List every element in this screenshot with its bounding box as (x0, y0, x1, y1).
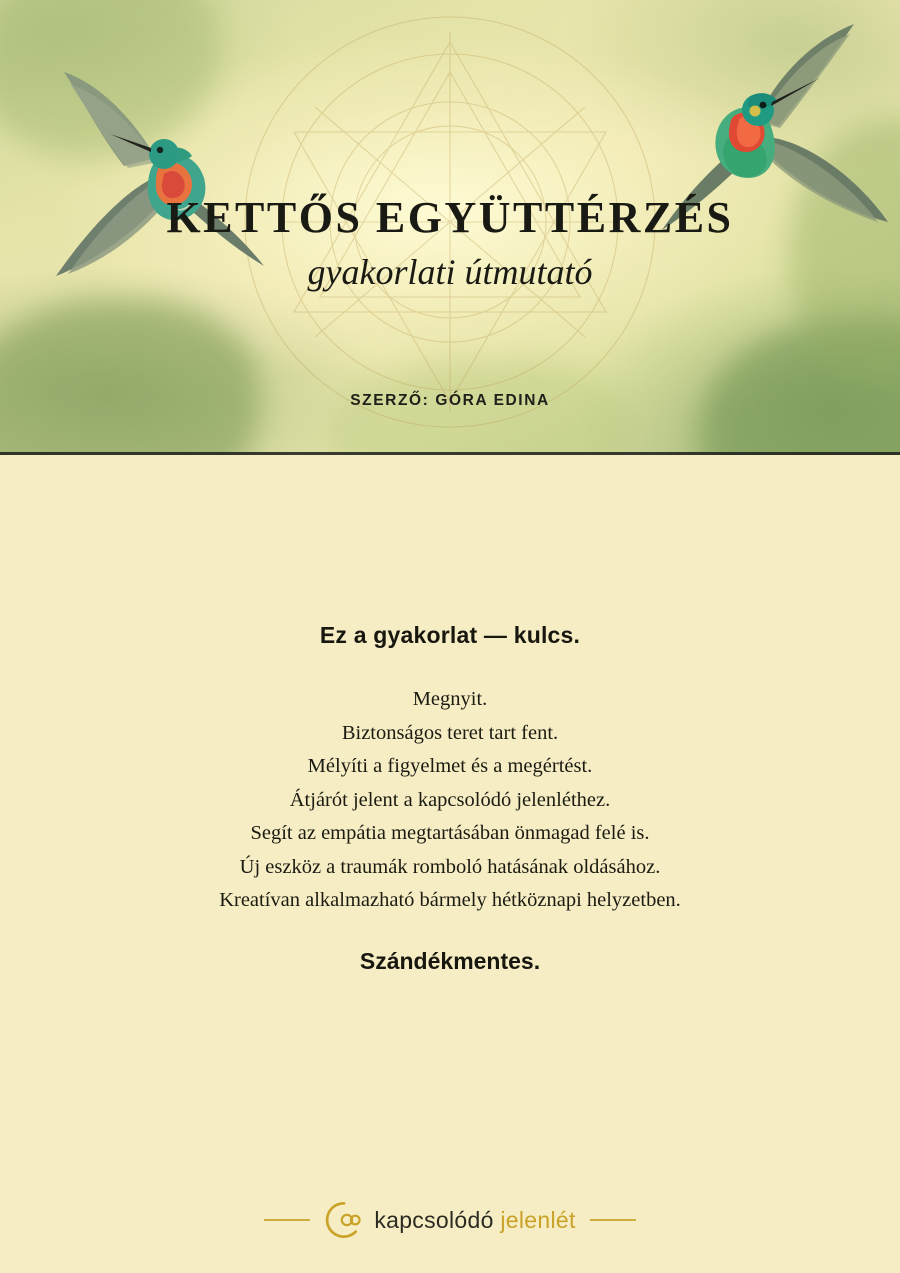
list-item: Megnyit. (412, 688, 488, 710)
closing-statement: Szándékmentes. (359, 947, 541, 974)
page-subtitle: gyakorlati útmutató (307, 252, 593, 292)
author-line: SZERZŐ: GÓRA EDINA (350, 392, 550, 409)
lead-statement: Ez a gyakorlat — kulcs. (319, 622, 581, 648)
brand-text (374, 1207, 575, 1234)
page-title: KETTŐS EGYÜTTÉRZÉS (166, 193, 734, 242)
infinity-circle-logo-icon (324, 1200, 364, 1240)
hero-title-block (0, 193, 900, 292)
brand-lockup (324, 1200, 575, 1240)
footer (0, 1192, 900, 1248)
list-item: Kreatívan alkalmazható bármely hétköznapi helyzetben. (219, 889, 681, 911)
brand-word-secondary: jelenlét (500, 1206, 576, 1233)
footer-rule-left (264, 1219, 310, 1221)
background-foliage-blur (0, 300, 260, 455)
footer-rule-right (590, 1219, 636, 1221)
benefit-list (0, 683, 900, 918)
list-item: Új eszköz a traumák romboló hatásának oldásához. (239, 855, 661, 878)
document-body (0, 455, 900, 1273)
list-item: Átjárót jelent a kapcsolódó jelenléthez. (289, 788, 611, 811)
hero-banner (0, 0, 900, 455)
list-item: Biztonságos teret tart fent. (341, 721, 559, 744)
list-item: Mélyíti a figyelmet és a megértést. (307, 755, 593, 777)
brand-word-primary: kapcsolódó (374, 1206, 494, 1233)
list-item: Segít az empátia megtartásában önmagad felé is. (250, 822, 650, 844)
